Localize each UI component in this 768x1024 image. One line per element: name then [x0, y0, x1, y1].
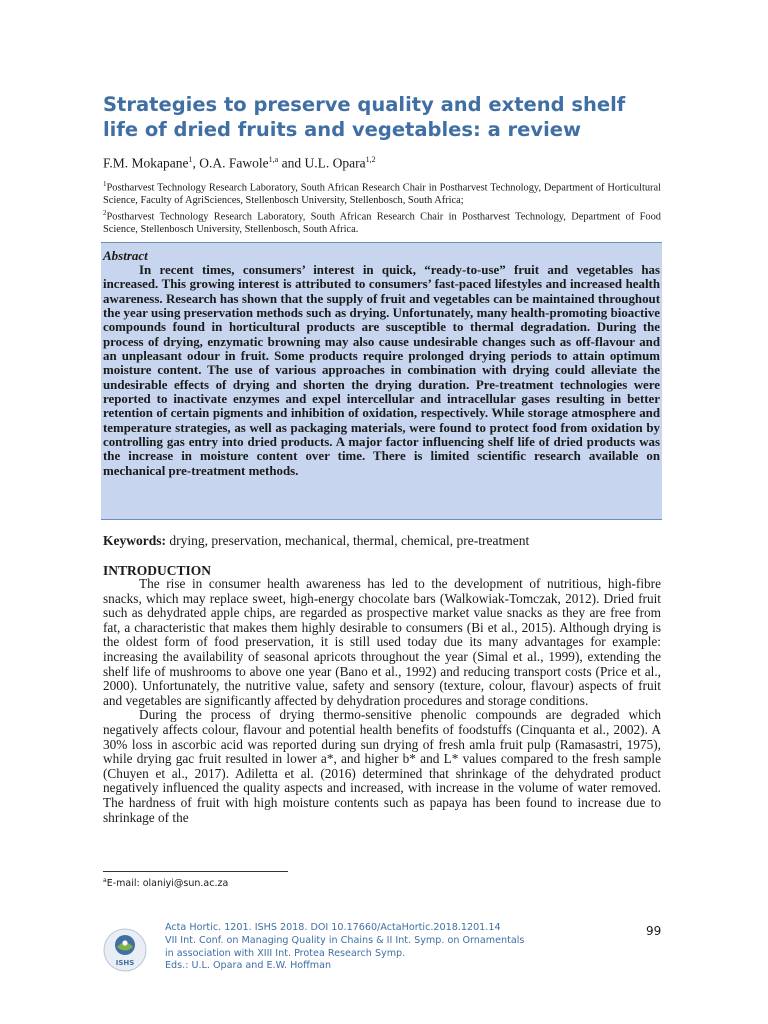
footnote-text: E-mail: olaniyi@sun.ac.za	[106, 878, 229, 890]
ishs-logo	[103, 928, 147, 972]
abstract-text: In recent times, consumers’ interest in quick, “ready-to-use” fruit and vegetables has increased. This growing interest is attributed to consumers’ fast-paced lifestyles and increased health awareness. Research has shown that the supply of fruit and vegetables can be maintained throughout the year using preservation methods such as drying. Unfortunately, many health-promoting bioactive compounds found in horticultural products are susceptible to thermal degradation. During the process of drying, enzymatic browning may also cause undesirable changes such as off-flavour and an unpleasant odour in fruit. Some products require prolonged drying periods to attain optimum moisture content. The use of various approaches in combination with drying could alleviate the undesirable effects of drying and shorten the drying duration. Pre-treatment technologies were reported to inactivate enzymes and expel intercellular and intracellular gases resulting in better retention of certain pigments and inhibition of oxidation, respectively. While storage atmosphere and temperature strategies, as well as packaging materials, were found to protect food from oxidation by controlling gas entry into dried products. A major factor influencing shelf life of dried products was the increase in moisture content over time. There is limited scientific research available on mechanical pre-treatment methods.	[103, 263, 660, 478]
citation-line: in association with XIII Int. Protea Research Symp.	[165, 947, 406, 959]
affiliations	[103, 178, 661, 236]
affiliation-marker: 2	[103, 209, 107, 218]
page-number: 99	[646, 924, 662, 938]
author-separator: ,	[192, 155, 200, 171]
affiliation-text: Postharvest Technology Research Laboratory, South African Research Chair in Postharvest Technology, Department of Food Science, Stellenbosch University, Stellenbosch, South Africa.	[103, 211, 661, 235]
keywords	[103, 533, 529, 549]
author-affiliation-marker: 1,2	[365, 155, 376, 164]
ishs-logo-icon	[103, 928, 147, 972]
affiliation-text: Postharvest Technology Research Laboratory, South African Research Chair in Postharvest Technology, Department of Horticultural Science, Faculty of AgriSciences, Stellenbosch University, Stellenbosch, South Africa;	[103, 182, 661, 206]
author-name: U.L. Opara	[304, 155, 366, 171]
keywords-text: drying, preservation, mechanical, thermal, chemical, pre-treatment	[166, 533, 530, 548]
author-separator: and	[278, 155, 305, 171]
paragraph: The rise in consumer health awareness has led to the development of nutritious, high-fibre snacks, which may replace sweet, high-energy chocolate bars (Walkowiak-Tomczak, 2012). Dried fruit such as dehydrated apple chips, are regarded as prospective market value snacks as they are free from fat, a characteristic that makes them highly desirable to consumers (Bi et al., 2015). Although drying is the oldest form of food preservation, it is still used today due its many advantages for example: increasing the availability of seasonal apricots throughout the year (Simal et al., 1999), extending the shelf life of mushrooms to above one year (Bano et al., 1992) and reducing transport costs (Price et al., 2000). Unfortunately, the nutritive value, safety and sensory (texture, colour, flavour) aspects of fruit and vegetables are significantly affected by dehydration procedures and storage conditions.	[103, 576, 661, 708]
footnote-divider	[103, 871, 288, 872]
affiliation	[103, 207, 661, 236]
footnote	[103, 877, 228, 889]
citation-line: Acta Hortic. 1201. ISHS 2018. DOI 10.17660/ActaHortic.2018.1201.14	[165, 922, 501, 933]
author-affiliation-marker: 1,a	[268, 155, 279, 164]
affiliation-marker: 1	[103, 180, 107, 188]
keywords-label: Keywords:	[103, 533, 166, 548]
paper-title: Strategies to preserve quality and extend shelf life of dried fruits and vegetables: a review	[103, 93, 626, 141]
citation-line: Eds.: U.L. Opara and E.W. Hoffman	[165, 960, 332, 972]
citation-line: VII Int. Conf. on Managing Quality in Chains & II Int. Symp. on Ornamentals	[165, 934, 525, 946]
author-affiliation-marker: 1	[188, 155, 193, 164]
footnote-marker: a	[103, 877, 107, 884]
abstract-box	[101, 242, 662, 520]
affiliation	[103, 178, 661, 207]
author-name: F.M. Mokapane	[103, 155, 189, 171]
logo-text: ISHS	[115, 959, 135, 967]
abstract-heading: Abstract	[103, 248, 148, 263]
section-heading-introduction: INTRODUCTION	[103, 563, 212, 578]
paragraph: During the process of drying thermo-sensitive phenolic compounds are degraded which negatively affects colour, flavour and potential health benefits of foodstuffs (Cinquanta et al., 2002). A 30% loss in ascorbic acid was reported during sun drying of fresh amla fruit pulp (Ramasastri, 1975), while drying gac fruit resulted in lower a*, and higher b* and L* values compared to the fresh sample (Chuyen et al., 2017). Adiletta et al. (2016) determined that shrinkage of the dehydrated product negatively influenced the quality aspects and increased, with increase in the volume of water removed. The hardness of fruit with high moisture contents such as papaya has been found to increase due to shrinkage of the	[103, 707, 661, 825]
introduction-body	[103, 577, 661, 825]
citation-block	[165, 922, 524, 973]
author-list	[103, 155, 376, 172]
author-name: O.A. Fawole	[199, 155, 269, 171]
